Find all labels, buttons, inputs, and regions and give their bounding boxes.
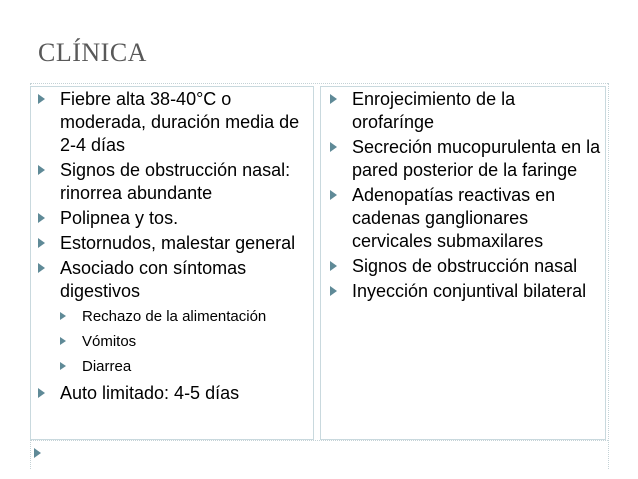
right-bullet-list <box>330 88 602 305</box>
sub-list-item <box>60 332 313 351</box>
list-item-text: Fiebre alta 38-40°C o moderada, duración media de 2-4 días <box>60 89 300 155</box>
list-item-text: Secreción mucopurulenta en la pared posterior de la faringe <box>352 137 601 180</box>
list-item-text: Inyección conjuntival bilateral <box>352 281 587 301</box>
triangle-bullet-icon <box>330 190 337 200</box>
sub-list-item <box>60 307 313 326</box>
list-item-text: Auto limitado: 4-5 días <box>60 383 240 403</box>
list-item-text: Signos de obstrucción nasal <box>352 256 578 276</box>
triangle-bullet-icon <box>38 388 45 398</box>
triangle-bullet-icon <box>60 362 66 370</box>
list-item-text: Signos de obstrucción nasal: rinorrea abundante <box>60 160 291 203</box>
list-item <box>330 136 602 182</box>
list-item-text: Asociado con síntomas digestivos <box>60 258 247 301</box>
bottom-divider <box>30 440 608 441</box>
top-divider <box>30 83 608 84</box>
sub-bullet-list <box>60 307 313 376</box>
list-item-text: Adenopatías reactivas en cadenas ganglionares cervicales submaxilares <box>352 185 556 251</box>
sub-list-item-text: Diarrea <box>82 358 132 375</box>
triangle-bullet-icon <box>38 94 45 104</box>
corner-arrow-icon <box>34 448 41 458</box>
list-item <box>38 207 313 230</box>
triangle-bullet-icon <box>60 312 66 320</box>
triangle-bullet-icon <box>38 165 45 175</box>
list-item <box>330 255 602 278</box>
left-bullet-list <box>38 88 313 407</box>
list-item <box>38 257 313 376</box>
list-item-text: Estornudos, malestar general <box>60 233 296 253</box>
sub-list-item-text: Rechazo de la alimentación <box>82 308 267 325</box>
triangle-bullet-icon <box>330 286 337 296</box>
list-item <box>38 88 313 157</box>
list-item-text: Polipnea y tos. <box>60 208 179 228</box>
list-item <box>330 280 602 303</box>
triangle-bullet-icon <box>330 142 337 152</box>
list-item <box>38 232 313 255</box>
slide-title: CLÍNICA <box>38 38 147 67</box>
triangle-bullet-icon <box>38 213 45 223</box>
right-guide <box>608 83 609 469</box>
list-item <box>38 382 313 405</box>
sub-list-item <box>60 357 313 376</box>
list-item <box>330 184 602 253</box>
triangle-bullet-icon <box>38 238 45 248</box>
triangle-bullet-icon <box>330 261 337 271</box>
triangle-bullet-icon <box>38 263 45 273</box>
list-item <box>38 159 313 205</box>
sub-list-item-text: Vómitos <box>82 333 137 350</box>
triangle-bullet-icon <box>330 94 337 104</box>
list-item <box>330 88 602 134</box>
list-item-text: Enrojecimiento de la orofarínge <box>352 89 516 132</box>
triangle-bullet-icon <box>60 337 66 345</box>
